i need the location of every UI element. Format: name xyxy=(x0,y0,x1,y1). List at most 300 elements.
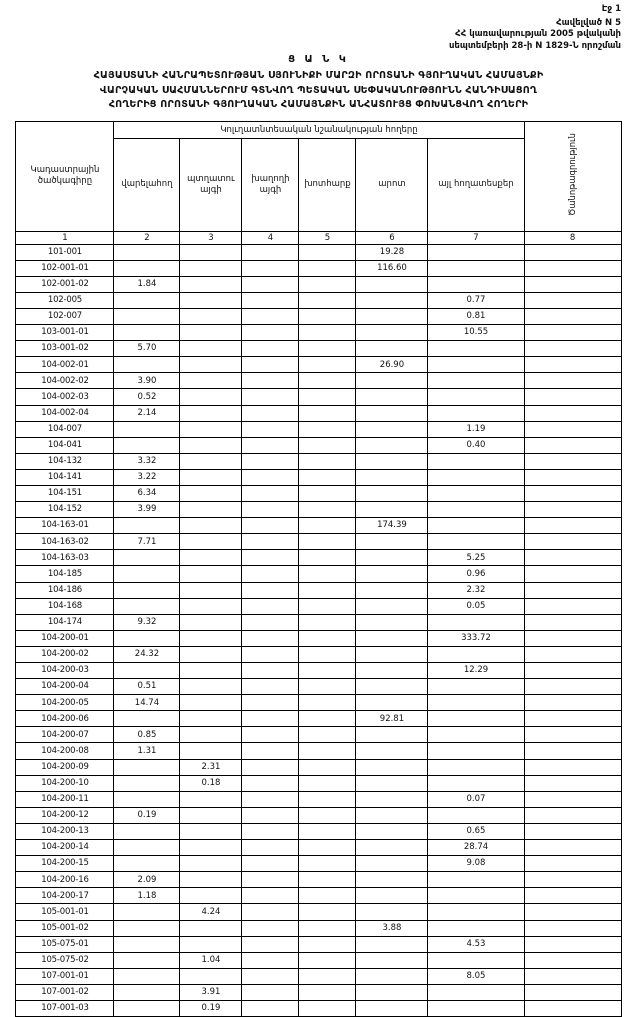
cell-cadastral-code: 107-001-03 xyxy=(16,1000,114,1016)
cell-notes xyxy=(524,663,621,679)
cell-arable xyxy=(114,952,180,968)
cell-vineyard xyxy=(242,373,299,389)
cell-notes xyxy=(524,984,621,1000)
cell-other-lands: 28.74 xyxy=(428,840,524,856)
cell-other-lands: 0.77 xyxy=(428,292,524,308)
cell-hayfield xyxy=(299,775,356,791)
cell-other-lands: 2.32 xyxy=(428,582,524,598)
cell-vineyard xyxy=(242,469,299,485)
cell-vineyard xyxy=(242,823,299,839)
cell-vineyard xyxy=(242,405,299,421)
cell-orchard xyxy=(180,421,242,437)
cell-pasture xyxy=(356,325,428,341)
cell-pasture xyxy=(356,872,428,888)
cell-orchard xyxy=(180,582,242,598)
cell-hayfield xyxy=(299,840,356,856)
cell-pasture xyxy=(356,405,428,421)
cell-hayfield xyxy=(299,663,356,679)
cell-arable: 3.99 xyxy=(114,502,180,518)
cell-orchard xyxy=(180,856,242,872)
cell-hayfield xyxy=(299,244,356,260)
cell-orchard xyxy=(180,630,242,646)
cell-cadastral-code: 102-001-01 xyxy=(16,260,114,276)
cell-cadastral-code: 104-151 xyxy=(16,485,114,501)
table-row xyxy=(16,502,621,518)
cell-hayfield xyxy=(299,711,356,727)
cell-orchard: 4.24 xyxy=(180,904,242,920)
cell-arable: 14.74 xyxy=(114,695,180,711)
cell-hayfield xyxy=(299,1000,356,1016)
cell-arable: 1.31 xyxy=(114,743,180,759)
cell-orchard xyxy=(180,872,242,888)
cell-orchard xyxy=(180,325,242,341)
cell-notes xyxy=(524,325,621,341)
cell-hayfield xyxy=(299,453,356,469)
cell-other-lands: 0.05 xyxy=(428,598,524,614)
cell-hayfield xyxy=(299,276,356,292)
cell-other-lands xyxy=(428,888,524,904)
cell-vineyard xyxy=(242,614,299,630)
cell-other-lands xyxy=(428,534,524,550)
table-row xyxy=(16,727,621,743)
cell-notes xyxy=(524,711,621,727)
cell-arable xyxy=(114,984,180,1000)
cell-other-lands xyxy=(428,469,524,485)
cell-orchard: 0.19 xyxy=(180,1000,242,1016)
cell-arable xyxy=(114,421,180,437)
cell-notes xyxy=(524,888,621,904)
cell-hayfield xyxy=(299,630,356,646)
cell-orchard xyxy=(180,695,242,711)
header-hayfield: խոտհարք xyxy=(299,138,356,231)
cell-pasture xyxy=(356,373,428,389)
cell-hayfield xyxy=(299,614,356,630)
cell-arable xyxy=(114,920,180,936)
cell-hayfield xyxy=(299,518,356,534)
table-row xyxy=(16,775,621,791)
cell-orchard xyxy=(180,534,242,550)
table-row xyxy=(16,308,621,324)
cell-notes xyxy=(524,373,621,389)
cell-orchard xyxy=(180,485,242,501)
cell-pasture xyxy=(356,630,428,646)
cell-pasture xyxy=(356,791,428,807)
cell-vineyard xyxy=(242,936,299,952)
cell-hayfield xyxy=(299,421,356,437)
cell-cadastral-code: 104-041 xyxy=(16,437,114,453)
table-row xyxy=(16,920,621,936)
cell-notes xyxy=(524,485,621,501)
cell-orchard xyxy=(180,469,242,485)
cell-pasture xyxy=(356,775,428,791)
cell-vineyard xyxy=(242,308,299,324)
cell-notes xyxy=(524,518,621,534)
cell-notes xyxy=(524,502,621,518)
cell-hayfield xyxy=(299,485,356,501)
colnum-3: 3 xyxy=(180,231,242,244)
cell-notes xyxy=(524,920,621,936)
cell-arable xyxy=(114,791,180,807)
cell-notes xyxy=(524,582,621,598)
appendix-reference xyxy=(14,18,621,52)
colnum-1: 1 xyxy=(16,231,114,244)
cell-cadastral-code: 104-200-13 xyxy=(16,823,114,839)
cell-vineyard xyxy=(242,598,299,614)
cell-pasture xyxy=(356,823,428,839)
cell-cadastral-code: 104-141 xyxy=(16,469,114,485)
cell-cadastral-code: 104-163-01 xyxy=(16,518,114,534)
table-row xyxy=(16,550,621,566)
cell-orchard: 0.18 xyxy=(180,775,242,791)
cell-hayfield xyxy=(299,534,356,550)
cell-vineyard xyxy=(242,325,299,341)
cell-vineyard xyxy=(242,1000,299,1016)
header-cadastral-code-l1: Կադաստրային ծածկագիրը xyxy=(30,165,100,187)
cell-notes xyxy=(524,743,621,759)
cell-other-lands xyxy=(428,695,524,711)
table-row xyxy=(16,453,621,469)
cell-arable xyxy=(114,260,180,276)
cell-arable xyxy=(114,775,180,791)
cell-other-lands: 333.72 xyxy=(428,630,524,646)
cell-notes xyxy=(524,872,621,888)
cell-hayfield xyxy=(299,373,356,389)
cell-cadastral-code: 104-200-15 xyxy=(16,856,114,872)
table-row xyxy=(16,421,621,437)
cell-hayfield xyxy=(299,437,356,453)
table-row xyxy=(16,469,621,485)
cell-arable xyxy=(114,325,180,341)
cell-vineyard xyxy=(242,566,299,582)
cell-orchard xyxy=(180,244,242,260)
cell-vineyard xyxy=(242,437,299,453)
cell-cadastral-code: 104-200-02 xyxy=(16,646,114,662)
cell-pasture xyxy=(356,614,428,630)
table-row xyxy=(16,984,621,1000)
cell-vineyard xyxy=(242,630,299,646)
cell-cadastral-code: 104-200-10 xyxy=(16,775,114,791)
cell-orchard: 2.31 xyxy=(180,759,242,775)
cell-hayfield xyxy=(299,598,356,614)
cell-notes xyxy=(524,453,621,469)
cell-other-lands: 0.96 xyxy=(428,566,524,582)
colnum-6: 6 xyxy=(356,231,428,244)
table-row xyxy=(16,534,621,550)
document-heading xyxy=(20,69,617,112)
cell-other-lands: 0.07 xyxy=(428,791,524,807)
cell-other-lands xyxy=(428,389,524,405)
cell-orchard xyxy=(180,292,242,308)
cell-orchard xyxy=(180,502,242,518)
cell-notes xyxy=(524,759,621,775)
cell-pasture xyxy=(356,598,428,614)
cell-orchard xyxy=(180,550,242,566)
cell-pasture: 3.88 xyxy=(356,920,428,936)
cell-vineyard xyxy=(242,502,299,518)
cell-cadastral-code: 104-163-02 xyxy=(16,534,114,550)
table-row xyxy=(16,807,621,823)
cell-cadastral-code: 104-200-08 xyxy=(16,743,114,759)
cell-hayfield xyxy=(299,872,356,888)
cell-orchard xyxy=(180,840,242,856)
table-row xyxy=(16,276,621,292)
cell-notes xyxy=(524,791,621,807)
cell-vineyard xyxy=(242,711,299,727)
table-row xyxy=(16,872,621,888)
cell-pasture: 116.60 xyxy=(356,260,428,276)
cell-notes xyxy=(524,598,621,614)
cell-arable: 0.51 xyxy=(114,679,180,695)
cell-other-lands: 8.05 xyxy=(428,968,524,984)
table-row xyxy=(16,582,621,598)
cell-vineyard xyxy=(242,550,299,566)
cell-notes xyxy=(524,646,621,662)
cell-orchard: 3.91 xyxy=(180,984,242,1000)
table-row xyxy=(16,888,621,904)
cell-orchard xyxy=(180,727,242,743)
cell-other-lands xyxy=(428,920,524,936)
cell-cadastral-code: 104-132 xyxy=(16,453,114,469)
cell-vineyard xyxy=(242,888,299,904)
cell-notes xyxy=(524,936,621,952)
table-row xyxy=(16,389,621,405)
cell-notes xyxy=(524,968,621,984)
cell-vineyard xyxy=(242,292,299,308)
cell-arable xyxy=(114,630,180,646)
cell-hayfield xyxy=(299,308,356,324)
cell-hayfield xyxy=(299,743,356,759)
cell-vineyard xyxy=(242,775,299,791)
cell-notes xyxy=(524,807,621,823)
cell-orchard xyxy=(180,437,242,453)
cell-hayfield xyxy=(299,904,356,920)
cell-vineyard xyxy=(242,663,299,679)
cell-notes xyxy=(524,341,621,357)
cell-orchard: 1.04 xyxy=(180,952,242,968)
cell-cadastral-code: 104-152 xyxy=(16,502,114,518)
cell-vineyard xyxy=(242,840,299,856)
table-row xyxy=(16,485,621,501)
cell-arable xyxy=(114,518,180,534)
cell-orchard xyxy=(180,405,242,421)
cell-notes xyxy=(524,823,621,839)
cell-notes xyxy=(524,856,621,872)
cell-arable: 3.22 xyxy=(114,469,180,485)
cell-cadastral-code: 104-002-04 xyxy=(16,405,114,421)
cell-orchard xyxy=(180,791,242,807)
cell-hayfield xyxy=(299,984,356,1000)
cell-vineyard xyxy=(242,260,299,276)
table-row xyxy=(16,823,621,839)
cell-notes xyxy=(524,1000,621,1016)
cell-notes xyxy=(524,437,621,453)
cell-other-lands xyxy=(428,405,524,421)
cell-other-lands xyxy=(428,502,524,518)
cell-notes xyxy=(524,566,621,582)
cell-other-lands xyxy=(428,373,524,389)
cell-other-lands xyxy=(428,952,524,968)
cell-other-lands xyxy=(428,759,524,775)
table-row xyxy=(16,244,621,260)
cell-notes xyxy=(524,244,621,260)
cell-arable: 1.84 xyxy=(114,276,180,292)
table-row xyxy=(16,325,621,341)
header-notes-label: Ծանոթագրություն xyxy=(567,132,578,216)
cell-vineyard xyxy=(242,727,299,743)
cell-arable xyxy=(114,566,180,582)
cell-cadastral-code: 104-186 xyxy=(16,582,114,598)
cell-orchard xyxy=(180,389,242,405)
cell-hayfield xyxy=(299,952,356,968)
cell-vineyard xyxy=(242,421,299,437)
cell-orchard xyxy=(180,743,242,759)
table-row xyxy=(16,646,621,662)
cell-arable: 24.32 xyxy=(114,646,180,662)
cell-pasture xyxy=(356,502,428,518)
cell-notes xyxy=(524,469,621,485)
appendix-line-1: Հավելված N 5 xyxy=(556,18,621,28)
cell-arable xyxy=(114,582,180,598)
cell-arable: 6.34 xyxy=(114,485,180,501)
cell-orchard xyxy=(180,373,242,389)
cell-other-lands: 5.25 xyxy=(428,550,524,566)
cell-pasture xyxy=(356,936,428,952)
appendix-line-2: ՀՀ կառավարության 2005 թվականի xyxy=(455,29,621,40)
colnum-4: 4 xyxy=(242,231,299,244)
cell-vineyard xyxy=(242,485,299,501)
table-row xyxy=(16,679,621,695)
cell-other-lands: 0.40 xyxy=(428,437,524,453)
cell-pasture xyxy=(356,904,428,920)
cell-cadastral-code: 104-200-12 xyxy=(16,807,114,823)
cell-orchard xyxy=(180,453,242,469)
cell-arable: 5.70 xyxy=(114,341,180,357)
cell-vineyard xyxy=(242,807,299,823)
cell-vineyard xyxy=(242,968,299,984)
cell-other-lands xyxy=(428,775,524,791)
cell-cadastral-code: 105-075-01 xyxy=(16,936,114,952)
cell-pasture xyxy=(356,646,428,662)
cell-other-lands xyxy=(428,872,524,888)
cell-orchard xyxy=(180,614,242,630)
cell-other-lands xyxy=(428,244,524,260)
table-row xyxy=(16,856,621,872)
cell-cadastral-code: 105-001-02 xyxy=(16,920,114,936)
heading-line-2: ՎԱՐՉԱԿԱՆ ՍԱՀՄԱՆՆԵՐՈՒՄ ԳՏՆՎՈՂ ՊԵՏԱԿԱՆ ՍԵՓԱԿԱՆՈՒԹՅՈՒՆՆ ՀԱՆԴԻՍԱՑՈՂ xyxy=(99,84,538,96)
cell-orchard xyxy=(180,968,242,984)
cell-orchard xyxy=(180,341,242,357)
table-row xyxy=(16,904,621,920)
cell-cadastral-code: 102-001-02 xyxy=(16,276,114,292)
header-orchard: պտղատու այգի xyxy=(180,138,242,231)
cell-orchard xyxy=(180,711,242,727)
cell-notes xyxy=(524,904,621,920)
cell-cadastral-code: 104-168 xyxy=(16,598,114,614)
cell-pasture xyxy=(356,534,428,550)
cell-cadastral-code: 104-200-05 xyxy=(16,695,114,711)
cell-hayfield xyxy=(299,856,356,872)
cell-arable: 7.71 xyxy=(114,534,180,550)
header-arable: վարելահող xyxy=(114,138,180,231)
cell-arable: 3.90 xyxy=(114,373,180,389)
column-number-row xyxy=(16,231,621,244)
cell-vineyard xyxy=(242,984,299,1000)
cell-cadastral-code: 104-163-03 xyxy=(16,550,114,566)
cell-notes xyxy=(524,357,621,373)
cell-pasture xyxy=(356,389,428,405)
cell-hayfield xyxy=(299,550,356,566)
cell-pasture xyxy=(356,695,428,711)
cell-other-lands xyxy=(428,1000,524,1016)
heading-line-1: ՀԱՅԱՍՏԱՆԻ ՀԱՆՐԱՊԵՏՈՒԹՅԱՆ ՍՅՈՒՆԻՔԻ ՄԱՐԶԻ ՈՐՈՏԱՆԻ ԳՅՈՒՂԱԿԱՆ ՀԱՄԱՅՆՔԻ xyxy=(93,70,544,82)
cell-cadastral-code: 104-185 xyxy=(16,566,114,582)
cell-cadastral-code: 104-200-09 xyxy=(16,759,114,775)
cell-cadastral-code: 107-001-01 xyxy=(16,968,114,984)
cell-hayfield xyxy=(299,260,356,276)
cell-hayfield xyxy=(299,341,356,357)
document-title: Ց Ա Ն Կ xyxy=(288,54,349,66)
cell-other-lands xyxy=(428,276,524,292)
cell-arable xyxy=(114,308,180,324)
cell-notes xyxy=(524,695,621,711)
table-row xyxy=(16,341,621,357)
cell-hayfield xyxy=(299,292,356,308)
cell-orchard xyxy=(180,888,242,904)
cell-other-lands xyxy=(428,807,524,823)
header-pasture: արոտ xyxy=(356,138,428,231)
cell-cadastral-code: 101-001 xyxy=(16,244,114,260)
cell-cadastral-code: 104-200-01 xyxy=(16,630,114,646)
cell-vineyard xyxy=(242,679,299,695)
cell-cadastral-code: 104-200-16 xyxy=(16,872,114,888)
table-row xyxy=(16,598,621,614)
cell-cadastral-code: 104-200-06 xyxy=(16,711,114,727)
cell-pasture xyxy=(356,807,428,823)
table-body xyxy=(16,244,621,1017)
cell-pasture xyxy=(356,485,428,501)
cell-vineyard xyxy=(242,856,299,872)
cell-vineyard xyxy=(242,518,299,534)
cell-orchard xyxy=(180,357,242,373)
cell-orchard xyxy=(180,663,242,679)
cell-pasture xyxy=(356,1000,428,1016)
cell-hayfield xyxy=(299,920,356,936)
cell-cadastral-code: 104-200-03 xyxy=(16,663,114,679)
cell-orchard xyxy=(180,518,242,534)
heading-line-3: ՀՈՂԵՐԻՑ ՈՐՈՏԱՆԻ ԳՅՈՒՂԱԿԱՆ ՀԱՄԱՅՆՔԻՆ ԱՆՀԱՏՈՒՅՑ ՓՈԽԱՆՑՎՈՂ ՀՈՂԵՐԻ xyxy=(108,99,529,111)
cell-other-lands xyxy=(428,904,524,920)
cell-pasture xyxy=(356,984,428,1000)
cell-hayfield xyxy=(299,679,356,695)
cell-hayfield xyxy=(299,502,356,518)
cell-hayfield xyxy=(299,727,356,743)
header-other-lands: այլ հողատեսքեր xyxy=(428,138,524,231)
cell-hayfield xyxy=(299,759,356,775)
cell-pasture: 26.90 xyxy=(356,357,428,373)
header-agricultural-group: Կոլւղատնտեսական նշանակության հողերը xyxy=(114,121,524,138)
cell-vineyard xyxy=(242,244,299,260)
cell-other-lands: 1.19 xyxy=(428,421,524,437)
cell-cadastral-code: 104-200-14 xyxy=(16,840,114,856)
cell-vineyard xyxy=(242,646,299,662)
table-row xyxy=(16,743,621,759)
cell-other-lands xyxy=(428,357,524,373)
colnum-8: 8 xyxy=(524,231,621,244)
header-notes xyxy=(524,121,621,231)
cell-notes xyxy=(524,775,621,791)
cell-pasture xyxy=(356,840,428,856)
table-row xyxy=(16,936,621,952)
